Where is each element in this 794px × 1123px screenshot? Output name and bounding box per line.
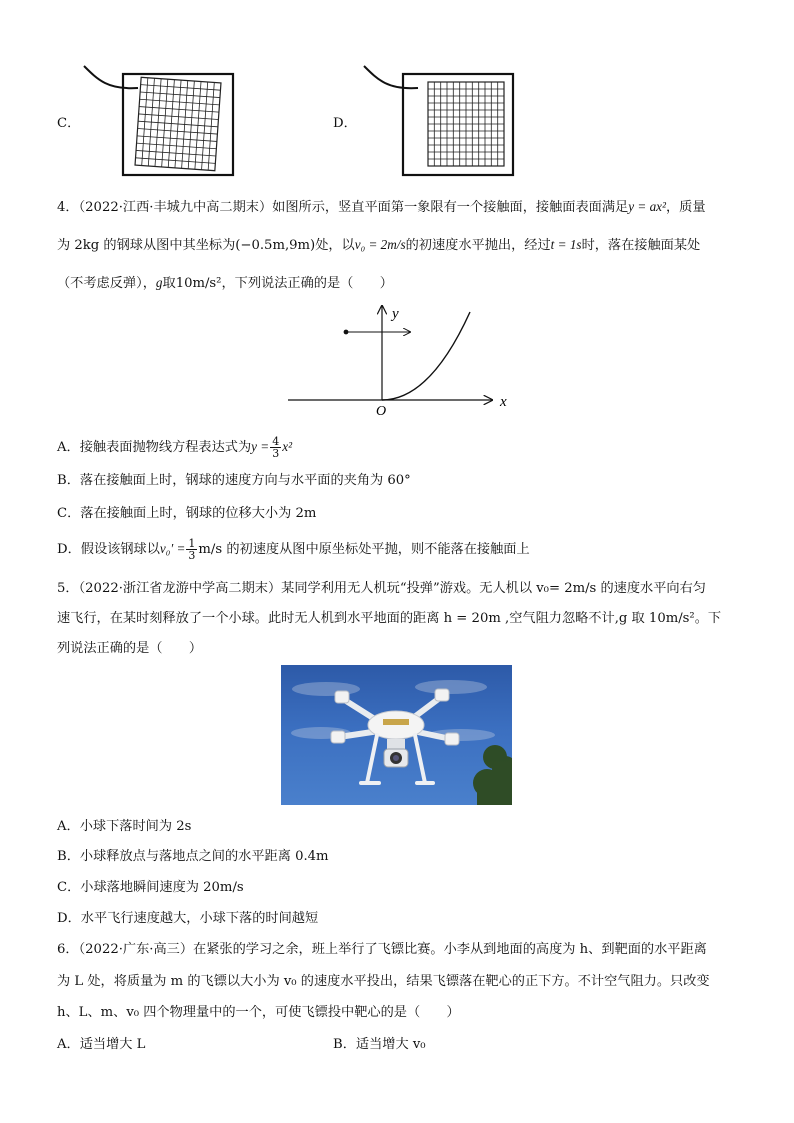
q5-stem-line1: 5．（2022·浙江省龙游中学高二期末）某同学利用无人机玩“投弹”游戏。无人机以 v₀= 2m/s 的速度水平向右匀 (57, 581, 706, 596)
q4-option-b: B．落在接触面上时，钢球的速度方向与水平面的夹角为 60° (57, 473, 411, 488)
x-axis-label: x (500, 394, 507, 410)
q6-option-b: B．适当增大 v₀ (333, 1037, 426, 1052)
q5-stem-line3: 列说法正确的是（ ） (57, 641, 203, 656)
q5-stem-line2: 速飞行，在某时刻释放了一个小球。此时无人机到水平地面的距离 h = 20m ,空气阻力忽略不计,g 取 10m/s²。下 (57, 611, 722, 626)
q4-stem-line2: 为 2kg 的钢球从图中其坐标为(−0.5m,9m)处，以v₀ = 2m/s的初速度水平抛出，经过t = 1s时，落在接触面某处 (57, 237, 701, 253)
q6-stem-line3: h、L、m、v₀ 四个物理量中的一个，可使飞镖投中靶心的是（ ） (57, 1005, 460, 1020)
q4-option-c: C．落在接触面上时，钢球的位移大小为 2m (57, 506, 317, 521)
q3-option-d-figure (360, 62, 520, 180)
q4-option-d: D．假设该钢球以v₀′ = $\frac{1}{3}$ m/s 的初速度从图中原坐标处平抛，则不能落在接触面上 (57, 537, 530, 562)
q6-stem-line2: 为 L 处，将质量为 m 的飞镖以大小为 v₀ 的速度水平投出，结果飞镖落在靶心的正下方。不计空气阻力。只改变 (57, 974, 710, 989)
q5-option-c: C．小球落地瞬间速度为 20m/s (57, 880, 244, 895)
q4-parabola-graph (280, 300, 520, 420)
steel-ball-point (344, 330, 349, 335)
q5-option-d: D．水平飞行速度越大，小球下落的时间越短 (57, 911, 319, 926)
q4-stem-line1: 4．（2022·江西·丰城九中高二期末）如图所示，竖直平面第一象限有一个接触面，接触面表面满足y = ax²，质量 (57, 199, 706, 215)
q3-option-c-label: C． (57, 116, 81, 131)
q4-option-a: A．接触表面抛物线方程表达式为y = $\frac{4}{3}$ x² (57, 435, 293, 460)
drone-illustration (281, 665, 512, 805)
origin-label: O (376, 404, 387, 419)
q5-option-a: A．小球下落时间为 2s (57, 819, 192, 834)
q5-option-b: B．小球释放点与落地点之间的水平距离 0.4m (57, 849, 329, 864)
y-axis-label: y (392, 306, 399, 322)
q6-option-a: A．适当增大 L (57, 1037, 146, 1052)
q4-stem-line3: （不考虑反弹），g取10m/s²，下列说法正确的是（ ） (57, 275, 393, 291)
q3-option-d-label: D． (333, 116, 357, 131)
q6-stem-line1: 6．（2022·广东·高三）在紧张的学习之余，班上举行了飞镖比赛。小李从到地面的高度为 h、到靶面的水平距离 (57, 942, 707, 957)
parabola-curve (382, 312, 470, 400)
q3-option-c-figure (80, 62, 240, 180)
drone-photo (281, 665, 512, 805)
